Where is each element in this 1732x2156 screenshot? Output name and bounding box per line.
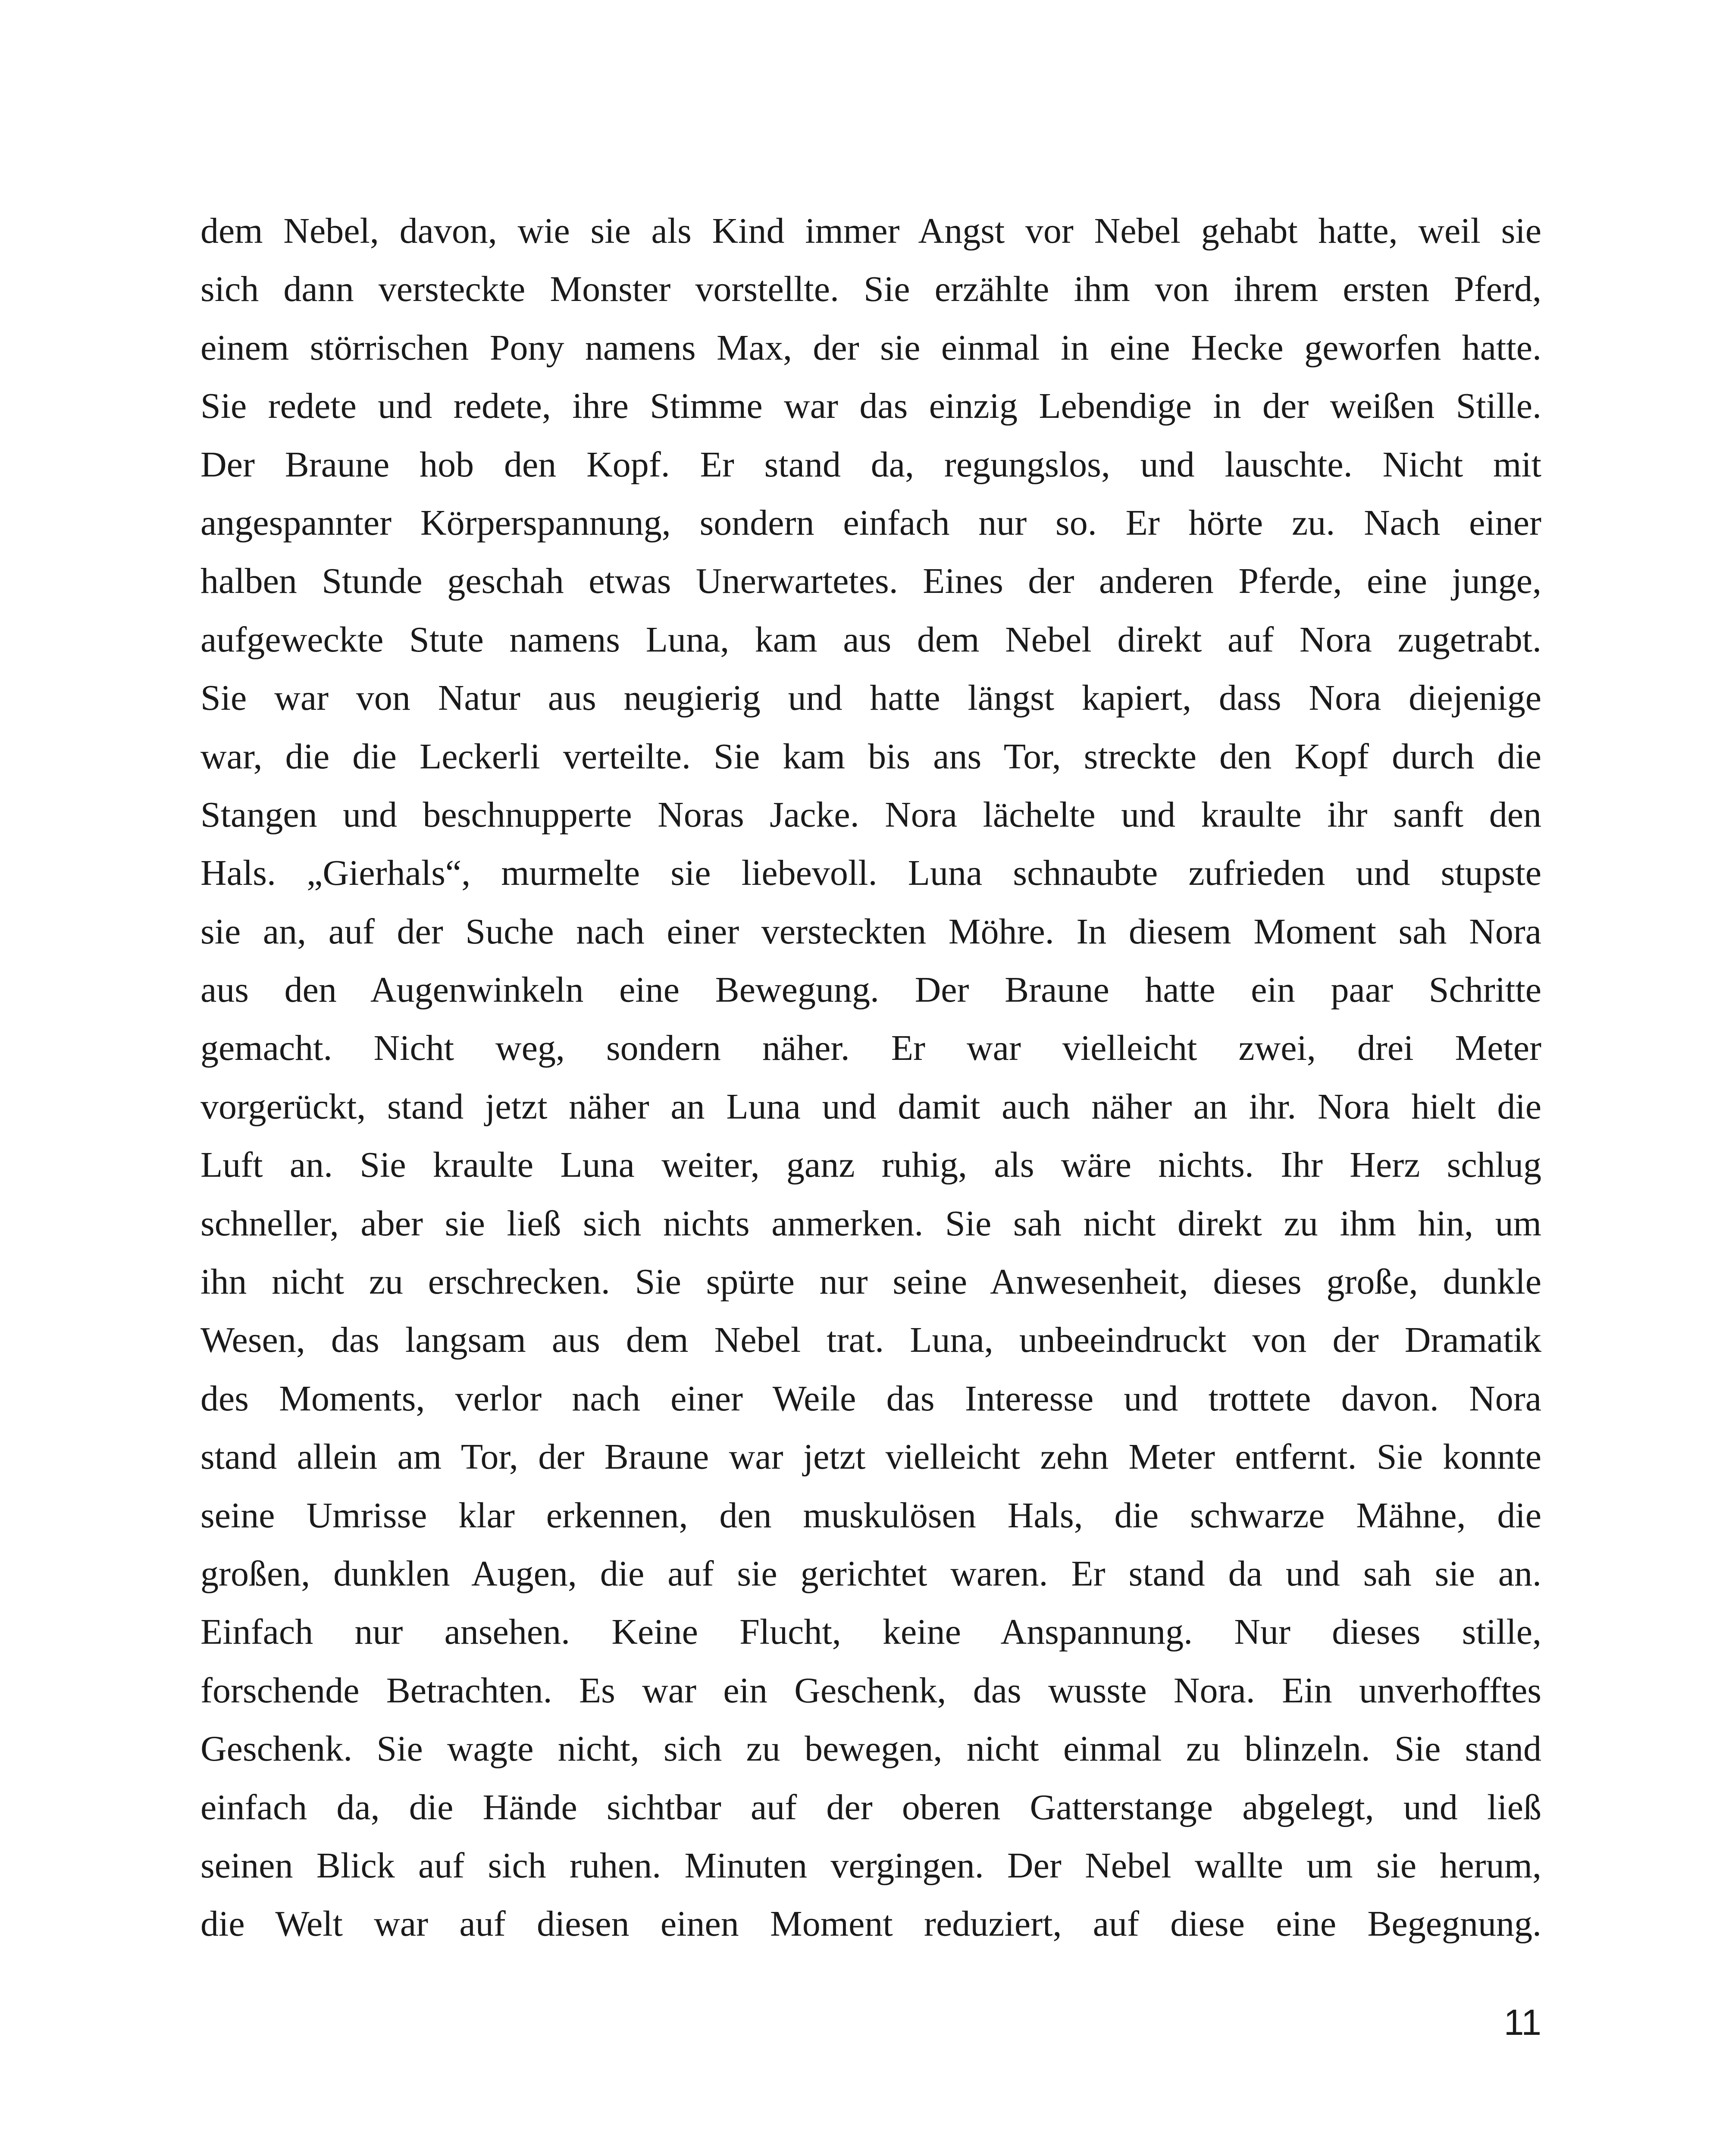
text-line: ihn nicht zu erschrecken. Sie spürte nur seine Anwesenheit, dieses große, dunkle (200, 1262, 1541, 1302)
page-number: 11 (1503, 2002, 1541, 2043)
text-line: Einfach nur ansehen. Keine Flucht, keine Anspannung. Nur dieses stille, (200, 1612, 1541, 1652)
text-line: gemacht. Nicht weg, sondern näher. Er war vielleicht zwei, drei Meter (200, 1028, 1541, 1069)
text-line: einem störrischen Pony namens Max, der sie einmal in eine Hecke geworfen hatte. (200, 327, 1541, 368)
text-line: Sie redete und redete, ihre Stimme war das einzig Lebendige in der weißen Stille. (200, 386, 1541, 426)
text-line: Geschenk. Sie wagte nicht, sich zu bewegen, nicht einmal zu blinzeln. Sie stand (200, 1729, 1541, 1769)
text-line: halben Stunde geschah etwas Unerwartetes. Eines der anderen Pferde, eine junge, (200, 561, 1541, 602)
text-line: aus den Augenwinkeln eine Bewegung. Der Braune hatte ein paar Schritte (200, 970, 1541, 1010)
text-line: großen, dunklen Augen, die auf sie gerichtet waren. Er stand da und sah sie an. (200, 1553, 1541, 1594)
text-line: Wesen, das langsam aus dem Nebel trat. Luna, unbeeindruckt von der Dramatik (200, 1320, 1541, 1360)
text-line: des Moments, verlor nach einer Weile das Interesse und trottete davon. Nora (200, 1378, 1541, 1419)
text-line: forschende Betrachten. Es war ein Geschenk, das wusste Nora. Ein unverhofftes (200, 1670, 1541, 1711)
text-line: aufgeweckte Stute namens Luna, kam aus dem Nebel direkt auf Nora zugetrabt. (200, 619, 1541, 660)
text-line: stand allein am Tor, der Braune war jetzt vielleicht zehn Meter entfernt. Sie konnte (200, 1437, 1541, 1477)
text-line: vorgerückt, stand jetzt näher an Luna und damit auch näher an ihr. Nora hielt die (200, 1086, 1541, 1127)
text-line: Stangen und beschnupperte Noras Jacke. Nora lächelte und kraulte ihr sanft den (200, 794, 1541, 835)
text-line: Der Braune hob den Kopf. Er stand da, regungslos, und lauschte. Nicht mit (200, 444, 1541, 485)
text-line: seine Umrisse klar erkennen, den muskulösen Hals, die schwarze Mähne, die (200, 1495, 1541, 1536)
text-line: war, die die Leckerli verteilte. Sie kam bis ans Tor, streckte den Kopf durch die (200, 736, 1541, 777)
text-line: Hals. „Gierhals“, murmelte sie liebevoll. Luna schnaubte zufrieden und stupste (200, 853, 1541, 893)
text-line: einfach da, die Hände sichtbar auf der oberen Gatterstange abgelegt, und ließ (200, 1787, 1541, 1827)
text-line: angespannter Körperspannung, sondern einfach nur so. Er hörte zu. Nach einer (200, 502, 1541, 543)
text-line: schneller, aber sie ließ sich nichts anmerken. Sie sah nicht direkt zu ihm hin, um (200, 1203, 1541, 1244)
text-line: Luft an. Sie kraulte Luna weiter, ganz ruhig, als wäre nichts. Ihr Herz schlug (200, 1145, 1541, 1185)
text-line: sie an, auf der Suche nach einer versteckten Möhre. In diesem Moment sah Nora (200, 911, 1541, 952)
text-line: Sie war von Natur aus neugierig und hatte längst kapiert, dass Nora diejenige (200, 678, 1541, 718)
text-line: seinen Blick auf sich ruhen. Minuten vergingen. Der Nebel wallte um sie herum, (200, 1845, 1541, 1886)
text-line: dem Nebel, davon, wie sie als Kind immer Angst vor Nebel gehabt hatte, weil sie (200, 211, 1541, 251)
body-text (200, 202, 1541, 1953)
text-line: die Welt war auf diesen einen Moment reduziert, auf diese eine Begegnung. (200, 1904, 1541, 1944)
text-line: sich dann versteckte Monster vorstellte. Sie erzählte ihm von ihrem ersten Pferd, (200, 269, 1541, 310)
